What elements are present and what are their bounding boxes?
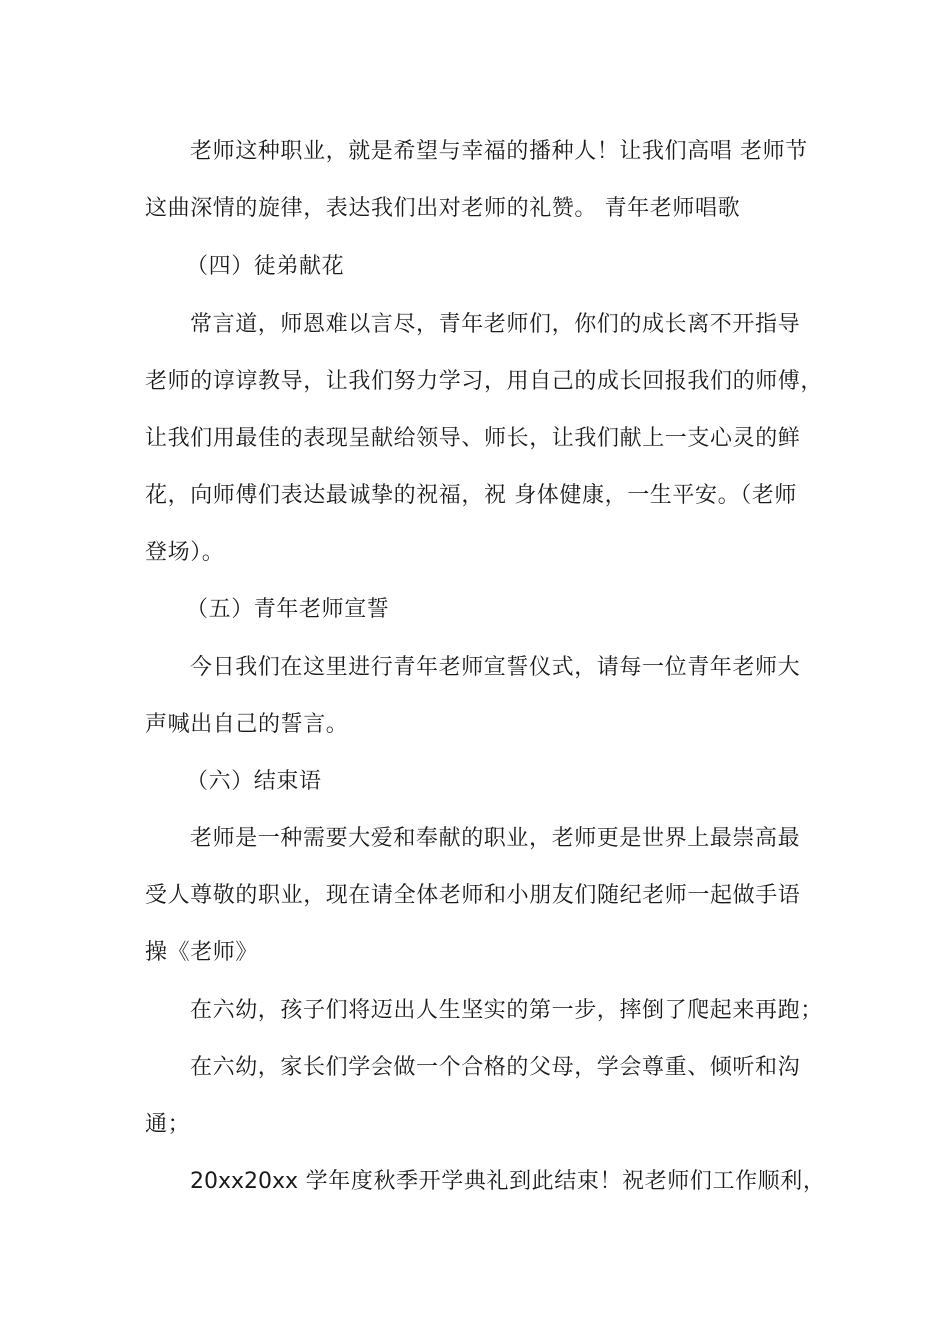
- paragraph-line-6: 花，向师傅们表达最诚挚的祝福，祝 身体健康，一生平安。（老师: [145, 483, 797, 508]
- paragraph-line-11: 受人尊敬的职业，现在请全体老师和小朋友们随纪老师一起做手语: [145, 883, 801, 908]
- paragraph-line-2: 这曲深情的旋律，表达我们出对老师的礼赞。 青年老师唱歌: [145, 196, 741, 221]
- paragraph-line-5: 让我们用最佳的表现呈献给领导、师长，让我们献上一支心灵的鲜: [145, 426, 801, 451]
- closing-text: 学年度秋季开学典礼到此结束！祝老师们工作顺利，: [298, 1169, 826, 1194]
- paragraph-line-10: 老师是一种需要大爱和奉献的职业，老师更是世界上最崇高最: [190, 826, 801, 851]
- section-heading-4: （四）徒弟献花: [186, 254, 345, 279]
- section-heading-5: （五）青年老师宣誓: [186, 597, 390, 622]
- paragraph-line-3: 常言道，师恩难以言尽，青年老师们，你们的成长离不开指导: [190, 312, 801, 337]
- paragraph-line-9: 声喊出自己的誓言。: [145, 712, 349, 737]
- paragraph-line-16: [190, 1167, 825, 1197]
- section-heading-6: （六）结束语: [186, 769, 322, 794]
- paragraph-line-1: 老师这种职业，就是希望与幸福的播种人！让我们高唱 老师节: [190, 139, 808, 164]
- paragraph-line-4: 老师的谆谆教导，让我们努力学习，用自己的成长回报我们的师傅，: [145, 369, 824, 394]
- paragraph-line-12: 操《老师》: [145, 940, 259, 965]
- paragraph-line-7: 登场）。: [145, 540, 225, 565]
- paragraph-line-15: 通；: [145, 1112, 191, 1137]
- paragraph-line-8: 今日我们在这里进行青年老师宣誓仪式，请每一位青年老师大: [190, 655, 801, 680]
- school-year-text: 20xx20xx: [190, 1169, 299, 1194]
- paragraph-line-13: 在六幼，孩子们将迈出人生坚实的第一步，摔倒了爬起来再跑；: [190, 998, 823, 1023]
- paragraph-line-14: 在六幼，家长们学会做一个合格的父母，学会尊重、倾听和沟: [190, 1055, 801, 1080]
